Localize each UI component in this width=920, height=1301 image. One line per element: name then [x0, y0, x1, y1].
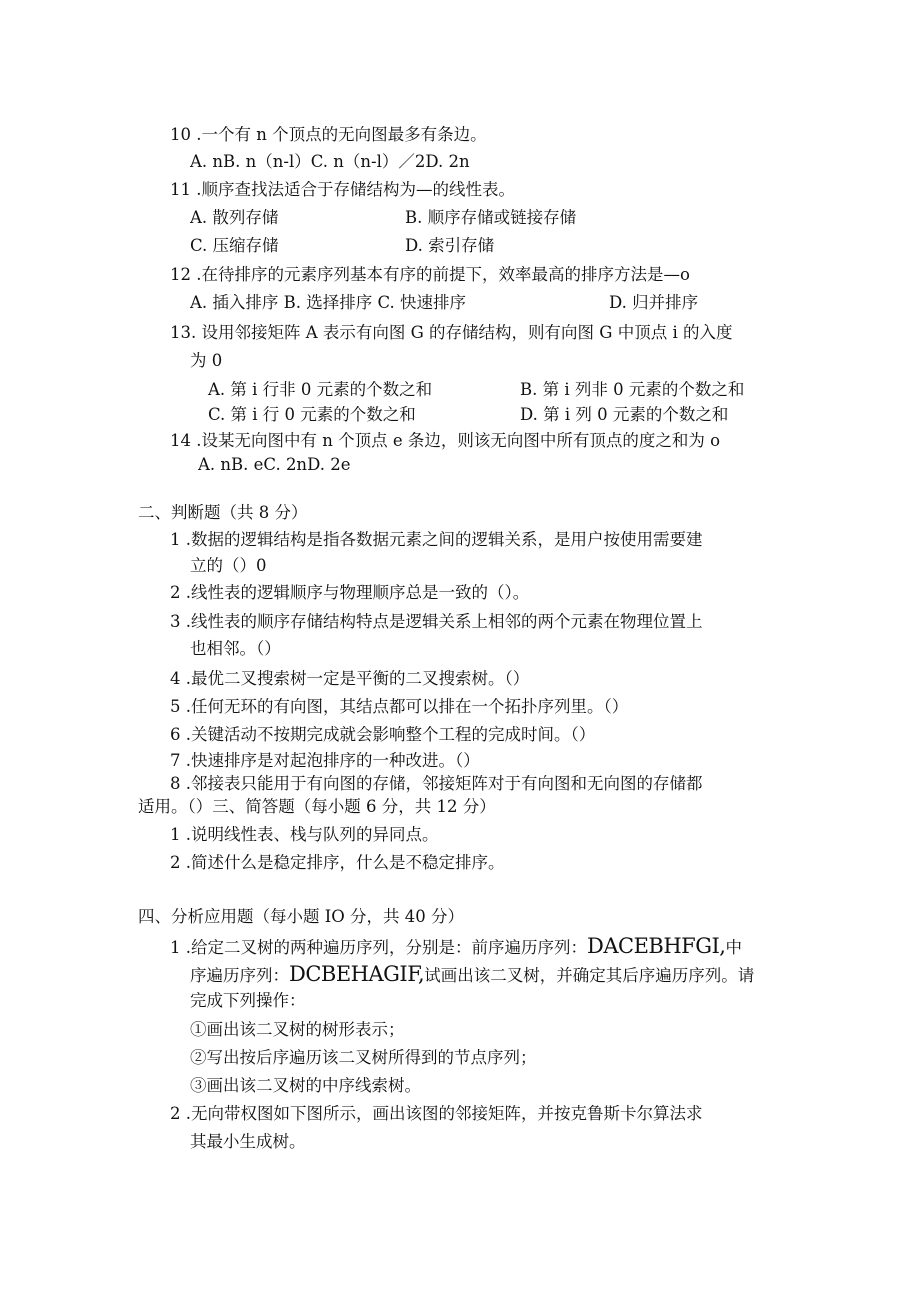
an-subitem-3: ③画出该二叉树的中序线索树。: [190, 1076, 421, 1095]
q11-option-d: D. 索引存储: [405, 236, 495, 255]
an-item-1-suffix: 中: [725, 938, 742, 957]
q13-stem-line1: 13. 设用邻接矩阵 A 表示有向图 G 的存储结构，则有向图 G 中顶点 i 的入度: [170, 323, 733, 342]
an-item-1-line2-prefix: 序遍历序列：: [190, 966, 289, 985]
an-item-1-line1: [170, 935, 742, 959]
q13-option-d: D. 第 i 列 0 元素的个数之和: [520, 405, 729, 424]
an-item-1-line2-suffix: 试画出该二叉树，并确定其后序遍历序列。请: [424, 966, 755, 985]
tf-item-4: 4 .最优二叉搜索树一定是平衡的二叉搜索树。（）: [170, 669, 530, 688]
tf-item-1-line1: 1 .数据的逻辑结构是指各数据元素之间的逻辑关系，是用户按使用需要建: [170, 530, 703, 549]
tf-item-5: 5 .任何无环的有向图，其结点都可以排在一个拓扑序列里。（）: [170, 697, 629, 716]
tf-item-3-line2: 也相邻。（）: [190, 639, 281, 658]
q13-option-c: C. 第 i 行 0 元素的个数之和: [208, 405, 416, 424]
q13-option-a: A. 第 i 行非 0 元素的个数之和: [208, 380, 433, 399]
tf-item-7: 7 .快速排序是对起泡排序的一种改进。（）: [170, 751, 480, 770]
q11-option-b: B. 顺序存储或链接存储: [405, 208, 577, 227]
preorder-sequence: DACEBHFGI,: [587, 934, 726, 958]
q12-option-d: D. 归并排序: [609, 293, 699, 312]
q10-stem: 10 .一个有 n 个顶点的无向图最多有条边。: [170, 125, 487, 144]
tf-item-6: 6 .关键活动不按期完成就会影响整个工程的完成时间。（）: [170, 725, 596, 744]
an-item-2-line1: 2 .无向带权图如下图所示，画出该图的邻接矩阵，并按克鲁斯卡尔算法求: [170, 1104, 703, 1123]
tf-item-8-line2: 适用。（）三、简答题（每小题 6 分，共 12 分）: [138, 797, 496, 816]
q11-option-c: C. 压缩存储: [190, 236, 279, 255]
section-4-heading: 四、分析应用题（每小题 IO 分，共 40 分）: [138, 907, 465, 926]
q14-options: A. nB. eC. 2nD. 2e: [198, 455, 351, 474]
q12-stem: 12 .在待排序的元素序列基本有序的前提下，效率最高的排序方法是—o: [170, 265, 690, 284]
tf-item-2: 2 .线性表的逻辑顺序与物理顺序总是一致的（）。: [170, 583, 530, 602]
an-subitem-2: ②写出按后序遍历该二叉树所得到的节点序列；: [190, 1048, 537, 1067]
an-item-2-line2: 其最小生成树。: [190, 1132, 306, 1151]
q13-stem-line2: 为 0: [190, 351, 223, 370]
an-item-1-prefix: 1 .给定二叉树的两种遍历序列，分别是：前序遍历序列：: [170, 938, 587, 957]
tf-item-3-line1: 3 .线性表的顺序存储结构特点是逻辑关系上相邻的两个元素在物理位置上: [170, 612, 703, 631]
section-2-heading: 二、判断题（共 8 分）: [138, 503, 308, 522]
an-item-1-line2: [190, 963, 754, 987]
an-subitem-1: ①画出该二叉树的树形表示；: [190, 1020, 405, 1039]
tf-item-8-line1: 8 .邻接表只能用于有向图的存储，邻接矩阵对于有向图和无向图的存储都: [170, 774, 703, 793]
q14-stem: 14 .设某无向图中有 n 个顶点 e 条边，则该无向图中所有顶点的度之和为 o: [170, 431, 721, 450]
q12-options-abc: A. 插入排序 B. 选择排序 C. 快速排序: [190, 293, 467, 312]
tf-item-1-line2: 立的（）0: [190, 556, 267, 575]
inorder-sequence: DCBEHAGIF,: [289, 962, 425, 986]
sa-item-1: 1 .说明线性表、栈与队列的异同点。: [170, 825, 439, 844]
an-item-1-line3: 完成下列操作：: [190, 991, 306, 1010]
q10-options: A. nB. n（n-l）C. n（n-l）／2D. 2n: [190, 152, 470, 171]
q11-option-a: A. 散列存储: [190, 208, 279, 227]
q11-stem: 11 .顺序查找法适合于存储结构为—的线性表。: [170, 180, 515, 199]
sa-item-2: 2 .简述什么是稳定排序，什么是不稳定排序。: [170, 853, 505, 872]
q13-option-b: B. 第 i 列非 0 元素的个数之和: [520, 380, 745, 399]
